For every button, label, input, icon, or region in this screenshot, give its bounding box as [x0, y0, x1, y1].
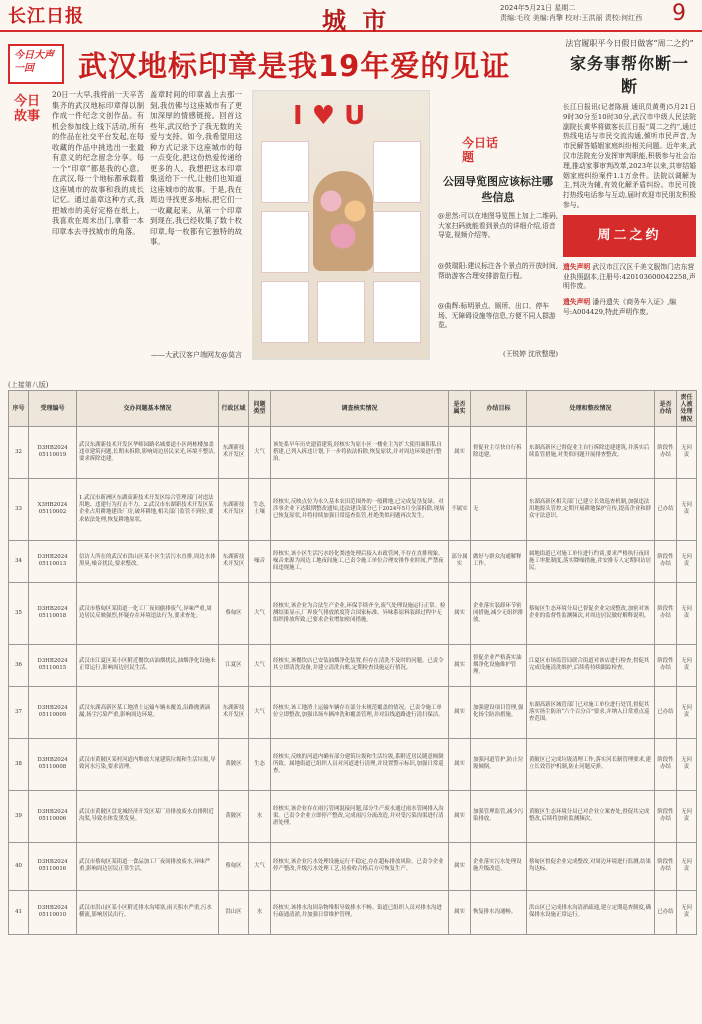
table-cell: D3HB2024 05110013	[29, 540, 77, 582]
table-cell: 加强河道管护,防止垃圾倾倒。	[471, 738, 527, 790]
column-header: 责任人被处理情况	[677, 391, 697, 427]
issue-meta: 2024年5月21日 星期二 责编:毛玫 美编:肖擎 校对:王洪丽 责校:何红西	[500, 4, 643, 22]
table-cell: 武汉东湖新技术开发区华师园路名城要道小区两栋楼加盖违章建筑问题,长期未拆除,影响周边居民采光,环境不整洁,要求拆除违建。	[77, 426, 219, 478]
table-cell: 督促企业严格落实油烟净化设施维护管理。	[471, 644, 527, 686]
table-cell: 恢复排水沟通畅。	[471, 890, 527, 934]
notice-label: 遗失声明	[563, 262, 591, 271]
table-cell: 无问责	[677, 582, 697, 644]
table-cell: 属实	[449, 644, 471, 686]
table-cell: 企业落实装卸环节密闭措施,减少无组织排放。	[471, 582, 527, 644]
table-cell: D3HB2024 05110010	[29, 890, 77, 934]
column-header: 办结目标	[471, 391, 527, 427]
notice-text: 潘丹遗失《商务车入证》,编号:A004429,特此声明作废。	[563, 298, 677, 316]
table-cell: 无问责	[677, 686, 697, 738]
table-cell: 洪山区	[219, 890, 249, 934]
table-row	[9, 790, 697, 842]
table-cell: 阶段性办结	[655, 842, 677, 890]
newspaper-logo: 长江日报	[8, 6, 84, 27]
table-cell: 做好与群众沟通解释工作。	[471, 540, 527, 582]
table-cell: 无问责	[677, 426, 697, 478]
column-header: 调查核实情况	[271, 391, 449, 427]
table-cell: 1.武汉市新洲区东湖高新技术开发区综合管理部门对违法用地、违建行为打击不力。2.武汉市东湖新技术开发区某企业占用耕地建设厂房,破坏耕地,相关部门监管不到位,要求依法处理,恢复耕地原状。	[77, 478, 219, 540]
table-cell: 洪山区已完成排水沟清淤疏通,建立定期巡查制度,确保排水设施正常运行。	[527, 890, 655, 934]
table-cell: 不属实	[449, 478, 471, 540]
table-cell: 38	[9, 738, 29, 790]
lost-notice-1	[563, 263, 696, 292]
table-cell: 40	[9, 842, 29, 890]
stamp-card	[373, 211, 421, 273]
table-cell: 东湖新技术开发区	[219, 426, 249, 478]
table-row	[9, 582, 697, 644]
table-cell: 生态,土壤	[249, 478, 271, 540]
table-cell: 东湖新技术开发区	[219, 478, 249, 540]
table-cell: 信访人所在的武汉市洪山区某小区生活污水直排,周边水体黑臭,噪音扰民,要求整改。	[77, 540, 219, 582]
table-cell: 该处系早年历史遗留建筑,经核实为原小区一楼业主为扩大使用面积私自搭建,已列入拆违计划,下一步将依法拆除,恢复原状,并对周边环境进行整治。	[271, 426, 449, 478]
table-cell: 无问责	[677, 890, 697, 934]
table-cell: 36	[9, 644, 29, 686]
table-cell: 蔡甸区生态环境分局已督促企业完成整改,加密对该企业的监督性监测频次,对周边居民做好解释说明。	[527, 582, 655, 644]
table-row	[9, 478, 697, 540]
table-cell: 经核实,反映的河道内确有部分建筑垃圾和生活垃圾,系附近居民随意倾倒所致。属地街道已组织人员对河道进行清理,并设置警示标识,加强日常巡查。	[271, 738, 449, 790]
table-cell: 大气	[249, 686, 271, 738]
table-cell: D3HB2024 05110016	[29, 842, 77, 890]
table-row	[9, 686, 697, 738]
table-cell: 33	[9, 478, 29, 540]
table-cell: 无问责	[677, 842, 697, 890]
table-cell: 武汉市黄陂区某村河道内堆放大量建筑垃圾和生活垃圾,导致河水污染,要求清理。	[77, 738, 219, 790]
table-cell: X3HB2024 05110002	[29, 478, 77, 540]
table-cell: 水	[249, 890, 271, 934]
table-cell: D3HB2024 05110019	[29, 426, 77, 478]
notice-text: 武汉市江汉区千美文服饰门店东营业执照副本,注册号:420103600042258,声明作废。	[563, 262, 696, 291]
topic-reply: @鼓瑞阳:建议标注各个景点的开放时间,帮助游客合理安排游览行程。	[438, 262, 558, 280]
table-cell: 已办结	[655, 478, 677, 540]
topic-editor: (王锐婷 沈欣整理)	[502, 350, 558, 358]
right-kicker: 法官履职平今日假日做客“周二之约”	[565, 39, 694, 48]
table-cell: 蔡甸区	[219, 582, 249, 644]
stamp-card	[261, 281, 309, 343]
column-header: 是否办结	[655, 391, 677, 427]
article-byline: ——大武汉客户端网友@莫言	[151, 351, 242, 359]
table-cell: 无问责	[677, 540, 697, 582]
column-header: 问题类型	[249, 391, 271, 427]
table-cell: 无问责	[677, 738, 697, 790]
table-cell: 阶段性办结	[655, 582, 677, 644]
table-cell: 大气	[249, 644, 271, 686]
table-cell: 东湖高新区已督促业主自行拆除违建建筑,并落实后续监管措施,对类似问题开展排查整改。	[527, 426, 655, 478]
table-cell: 东湖高新区相关部门已建立长效巡查机制,加强违法用地源头管控,定期开展耕地保护宣传,提高企业和群众守法意识。	[527, 478, 655, 540]
table-header-row	[9, 391, 697, 427]
table-cell: 武汉市蔡甸区某街道一化工厂夜间偷排废气,异味严重,周边居民反映强烈,怀疑存在环境违法行为,要求查处。	[77, 582, 219, 644]
table-cell: 噪音	[249, 540, 271, 582]
table-cell: 生态	[249, 738, 271, 790]
table-cell: 无问责	[677, 644, 697, 686]
stamp-card	[373, 141, 421, 203]
table-cell: 蔡甸区	[219, 842, 249, 890]
table-cell: 阶段性办结	[655, 426, 677, 478]
table-cell: 经核实,该排水沟因杂物堆积导致排水不畅。街道已组织人员对排水沟进行疏通清淤,并加强日常维护管理。	[271, 890, 449, 934]
table-cell: 已办结	[655, 686, 677, 738]
table-cell: 经核实,该企业污水处理设施运行不稳定,存在超标排放风险。已责令企业停产整改,升级污水处理工艺,待验收合格后方可恢复生产。	[271, 842, 449, 890]
table-row	[9, 738, 697, 790]
table-cell: 经核实,该餐饮店已安装油烟净化装置,但存在清洗不及时的问题。已责令其立即清洗设备,并建立清洗台账,定期检查设施运行情况。	[271, 644, 449, 686]
table-cell: 经核实,该企业为合法生产企业,环保手续齐全,废气处理设施运行正常。检测结果显示,厂界废气排放浓度符合国家标准。异味系原料装卸过程中无组织排放所致,已要求企业增加密闭措施。	[271, 582, 449, 644]
table-cell: 39	[9, 790, 29, 842]
table-cell: 督促业主尽快自行拆除违建。	[471, 426, 527, 478]
column-header: 行政区域	[219, 391, 249, 427]
table-cell: 经核实,该小区生活污水经化粪池处理后接入市政管网,不存在直排现象。噪音来源为周边工地夜间施工,已责令施工单位合理安排作业时间,严禁夜间违规施工。	[271, 540, 449, 582]
table-row	[9, 890, 697, 934]
table-cell: 32	[9, 426, 29, 478]
table-cell: 大气	[249, 426, 271, 478]
masthead	[0, 0, 702, 35]
article-headline: 武汉地标印章是我19年爱的见证	[78, 49, 511, 83]
stamp-card	[261, 141, 309, 203]
table-cell: 属实	[449, 426, 471, 478]
table-cell: D3HB2024 05110009	[29, 686, 77, 738]
stamp-photo	[252, 90, 430, 360]
table-cell: 无问责	[677, 790, 697, 842]
table-cell: 武汉市江夏区某小区附近餐饮店油烟扰民,油烟净化设施未正常运行,影响周边居民生活。	[77, 644, 219, 686]
table-cell: 武汉市洪山区某小区附近排水沟堵塞,雨天积水严重,污水横流,影响居民出行。	[77, 890, 219, 934]
table-row	[9, 540, 697, 582]
stamp-card	[317, 281, 365, 343]
table-cell: D3HB2024 05110006	[29, 790, 77, 842]
table-cell: 35	[9, 582, 29, 644]
right-article-text: 长江日报讯(记者陈晨 通讯员黄勇)5月21日9时30分至10时30分,武汉市中级人民法院副院长黄华将做客长江日报“周二之约”,通过热线电话与市民交流沟通,倾听市民声音,为市民解答婚姻家庭纠纷相关问题。近年来,武汉市法院充分发挥审判职能,积极参与社会治理,推动家事审判改革,2023年以来,共审结婚姻家庭纠纷案件1.1万余件。法院以调解为主,判决为辅,有效化解矛盾纠纷。市民可拨打热线电话参与互动,届时欢迎市民朋友积极参与。	[563, 103, 696, 209]
lead-article	[8, 38, 558, 373]
article-column-1: 20日一大早,我将前一天辛苦集齐的武汉地标印章得以制作成一件纪念文创作品。有机会参加线上线下活动,所有的作品在社交平台发起,在每收藏的作品中挑选出一张最有意义的纪念留念分享。每一个“印章”都是我的心意。在武汉,每一个地标都承载着这座城市的故事和我的成长记忆。通过盖章这种方式,我把城市的美好定格在纸上。我喜欢在周末出门,拿着一本印章本去寻找城市的角落。	[52, 90, 144, 236]
flower-bouquet	[313, 171, 373, 271]
table-cell: 蔡甸区督促企业完成整改,对周边环境进行监测,结果均达标。	[527, 842, 655, 890]
kicker-label: 今日大声一回	[14, 50, 54, 74]
table-body	[9, 426, 697, 934]
right-column	[563, 38, 696, 378]
case-table	[8, 390, 697, 935]
table-cell: 阶段性办结	[655, 540, 677, 582]
table-cell: 东湖新技术开发区	[219, 686, 249, 738]
table-cell: 41	[9, 890, 29, 934]
table-cell: 黄陂区生态环境分局已对企业立案查处,督促其完成整改,后续将加密监测频次。	[527, 790, 655, 842]
page-number: 9	[672, 1, 686, 26]
column-header: 序号	[9, 391, 29, 427]
table-cell: 江夏区市场监管局联合街道对该店进行检查,督促其完成设施清洗维护,后续将持续跟踪检查。	[527, 644, 655, 686]
table-cell: 属实	[449, 686, 471, 738]
table-caption: (上接第八版)	[8, 381, 49, 389]
table-row	[9, 842, 697, 890]
table-cell: 东湖高新区城管部门已对施工单位进行处罚,督促其落实扬尘防治“六个百分百”要求,并纳入日常重点巡查范围。	[527, 686, 655, 738]
table-cell: 37	[9, 686, 29, 738]
article-column-2: 盖章时间的印章盖上去那一刻,我仿佛与这座城市有了更加深厚的情感链接。回首这些年,武汉给予了我无数的关爱与支持。如今,我希望用这种方式记录下这座城市的每一点变化,把这份热爱传递给更多的人。我想把这本印章集送给下一代,让他们也知道这座城市的故事。于是,我在周边寻找更多地标,把它们一一收藏起来。从第一个印章到现在,我已经收集了数十枚印章,每一枚都有它独特的故事。	[150, 90, 242, 246]
table-cell: 属实	[449, 582, 471, 644]
column-header: 处理和整改情况	[527, 391, 655, 427]
table-cell: D3HB2024 05110018	[29, 582, 77, 644]
table-cell: 武汉市黄陂区盘龙城经济开发区某厂房排放废水直排附近沟渠,导致水体发黑发臭。	[77, 790, 219, 842]
table-cell: 黄陂区	[219, 790, 249, 842]
table-cell: 加强管理监管,减少污染排放。	[471, 790, 527, 842]
topic-box	[438, 90, 558, 360]
table-cell: D3HB2024 05110008	[29, 738, 77, 790]
column-header: 是否属实	[449, 391, 471, 427]
table-cell: 经核实,该工地渣土运输车辆存在部分未规范覆盖的情况。已责令施工单位立即整改,加强出场车辆冲洗和覆盖管理,并对沿线道路进行清扫保洁。	[271, 686, 449, 738]
table-cell: 属地街道已对施工单位进行约谈,要求严格执行夜间施工审批制度,落实降噪措施,并安排专人定期回访居民。	[527, 540, 655, 582]
right-title: 家务事帮你断一断	[569, 54, 689, 96]
table-cell: 属实	[449, 738, 471, 790]
table-row	[9, 426, 697, 478]
table-row	[9, 644, 697, 686]
topic-question: 公园导览图应该标注哪些信息	[443, 175, 553, 204]
kicker-box	[8, 44, 64, 84]
table-cell: 水	[249, 790, 271, 842]
photo-heart-text: I ♥ U	[293, 101, 366, 131]
table-cell: 属实	[449, 890, 471, 934]
column-header: 受理编号	[29, 391, 77, 427]
topic-reply: @曲辉:标明景点、厕所、出口、停车场、无障碍设施等信息,方便不同人群游览。	[438, 302, 556, 329]
column-logo: 周二之约	[563, 215, 696, 257]
table-cell: 已办结	[655, 890, 677, 934]
table-cell: 阶段性办结	[655, 644, 677, 686]
table-cell: 武汉东湖高新区某工地渣土运输车辆未覆盖,沿路抛洒滴漏,扬尘污染严重,影响周边环境。	[77, 686, 219, 738]
table-cell: 东湖新技术开发区	[219, 540, 249, 582]
section-title: 城 市	[322, 6, 391, 35]
table-cell: 加强建设项目管理,强化扬尘防治措施。	[471, 686, 527, 738]
topic-tag: 今日话题	[462, 136, 499, 164]
table-cell: 阶段性办结	[655, 738, 677, 790]
lost-notice-2	[563, 298, 696, 318]
table-cell: 武汉市蔡甸区某街道一食品加工厂夜间排放废水,异味严重,影响周边居民正常生活。	[77, 842, 219, 890]
column-header: 交办问题基本情况	[77, 391, 219, 427]
stamp-card	[261, 211, 309, 273]
table-cell: D3HB2024 05110015	[29, 644, 77, 686]
table-cell: 黄陂区已完成垃圾清理工作,落实河长制管理要求,建立长效管护机制,防止问题反弹。	[527, 738, 655, 790]
table-cell: 黄陂区	[219, 738, 249, 790]
table-cell: 无问责	[677, 478, 697, 540]
table-cell: 企业落实污水处理设施升级改造。	[471, 842, 527, 890]
stamp-card	[373, 281, 421, 343]
story-label: 今日故事	[14, 94, 41, 124]
table-cell: 经核实,该企业存在雨污管网混接问题,部分生产废水通过雨水管网排入沟渠。已责令企业立即停产整改,完成雨污分流改造,并对受污染沟渠进行清淤处理。	[271, 790, 449, 842]
table-cell: 部分属实	[449, 540, 471, 582]
notice-label: 遗失声明	[563, 298, 591, 307]
table-cell: 属实	[449, 790, 471, 842]
table-cell: 大气	[249, 842, 271, 890]
table-cell: 江夏区	[219, 644, 249, 686]
table-cell: 34	[9, 540, 29, 582]
table-cell: 属实	[449, 842, 471, 890]
table-cell: 大气	[249, 582, 271, 644]
table-cell: 无	[471, 478, 527, 540]
topic-reply: @思然:可以在地图导览图上加上二维码,大家扫码就能看到景点的详细介绍,语音导览,视频介绍等。	[438, 212, 558, 239]
table-cell: 阶段性办结	[655, 790, 677, 842]
table-cell: 经核实,反映点位为永久基本农田范围外的一般耕地,已完成复垦复绿。对涉事企业下达限期整改通知,违法建设部分已于2024年5月全部拆除,现场已恢复原状,并将持续加强日常巡查监管,杜绝类似问题再次发生。	[271, 478, 449, 540]
